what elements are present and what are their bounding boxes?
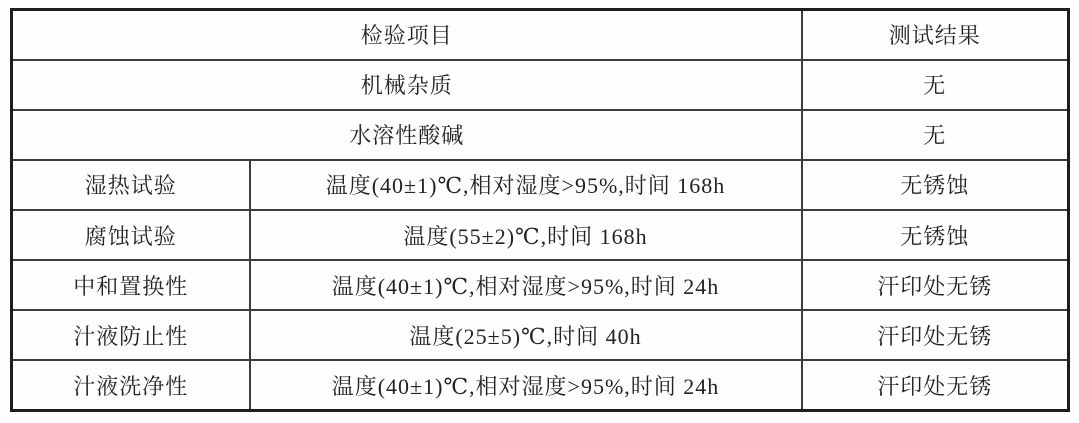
table-row [12,360,1069,410]
item-cell: 汁液防止性 [12,310,250,360]
item-cell: 中和置换性 [12,260,250,310]
condition-cell: 温度(40±1)℃,相对湿度>95%,时间 24h [250,260,802,310]
condition-cell: 温度(55±2)℃,时间 168h [250,210,802,260]
table-row [12,110,1069,160]
item-cell: 腐蚀试验 [12,210,250,260]
condition-cell: 温度(40±1)℃,相对湿度>95%,时间 24h [250,360,802,410]
item-cell: 机械杂质 [12,60,802,110]
result-cell: 汗印处无锈 [802,260,1069,310]
header-cell-test-result: 测试结果 [802,10,1069,60]
table-row [12,310,1069,360]
result-cell: 无 [802,60,1069,110]
header-row [12,10,1069,60]
result-cell: 汗印处无锈 [802,310,1069,360]
table-row [12,160,1069,210]
item-cell: 汁液洗净性 [12,360,250,410]
result-cell: 汗印处无锈 [802,360,1069,410]
table-row [12,260,1069,310]
table-row [12,60,1069,110]
condition-cell: 温度(25±5)℃,时间 40h [250,310,802,360]
test-results-table [10,8,1070,412]
result-cell: 无 [802,110,1069,160]
item-cell: 湿热试验 [12,160,250,210]
header-cell-inspection-item: 检验项目 [12,10,802,60]
item-cell: 水溶性酸碱 [12,110,802,160]
result-cell: 无锈蚀 [802,210,1069,260]
condition-cell: 温度(40±1)℃,相对湿度>95%,时间 168h [250,160,802,210]
table-row [12,210,1069,260]
result-cell: 无锈蚀 [802,160,1069,210]
